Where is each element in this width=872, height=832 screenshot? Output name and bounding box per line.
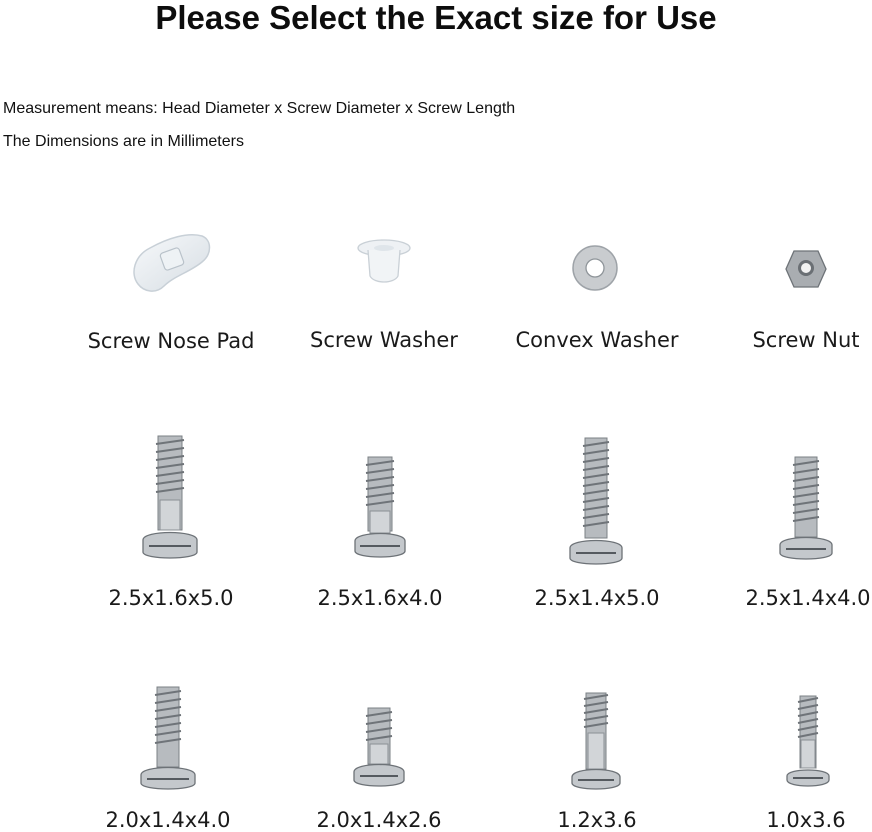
screw-icon bbox=[350, 453, 410, 563]
screw-size-label: 2.0x1.4x2.6 bbox=[316, 808, 442, 832]
page-title: Please Select the Exact size for Use bbox=[155, 0, 717, 36]
accessory-label-screw-nut: Screw Nut bbox=[752, 328, 860, 352]
screw-size-label: 2.5x1.6x5.0 bbox=[108, 586, 234, 610]
screw-icon bbox=[568, 689, 624, 793]
screw-size-label: 2.5x1.4x4.0 bbox=[745, 586, 871, 610]
screw-size-label: 2.5x1.4x5.0 bbox=[534, 586, 660, 610]
screw-size-label: 1.0x3.6 bbox=[766, 808, 846, 832]
screw-icon bbox=[135, 683, 201, 795]
screw-icon bbox=[135, 430, 205, 570]
screw-size-label: 1.2x3.6 bbox=[557, 808, 637, 832]
screw-icon bbox=[776, 453, 836, 565]
screw-icon bbox=[350, 704, 408, 790]
measurement-note: Measurement means: Head Diameter x Screw Diameter x Screw Length bbox=[3, 100, 516, 117]
nose-pad-icon bbox=[128, 226, 214, 298]
hex-nut-icon bbox=[778, 247, 834, 291]
screw-size-label: 2.0x1.4x4.0 bbox=[105, 808, 231, 832]
convex-washer-icon bbox=[569, 242, 621, 294]
screw-icon bbox=[564, 434, 628, 570]
screw-washer-icon bbox=[354, 238, 414, 288]
units-note: The Dimensions are in Millimeters bbox=[3, 133, 244, 150]
screw-icon bbox=[783, 692, 833, 790]
accessory-label-screw-washer: Screw Washer bbox=[310, 328, 458, 352]
accessory-label-convex-washer: Convex Washer bbox=[515, 328, 679, 352]
accessory-label-nose-pad: Screw Nose Pad bbox=[87, 329, 255, 353]
screw-size-label: 2.5x1.6x4.0 bbox=[317, 586, 443, 610]
